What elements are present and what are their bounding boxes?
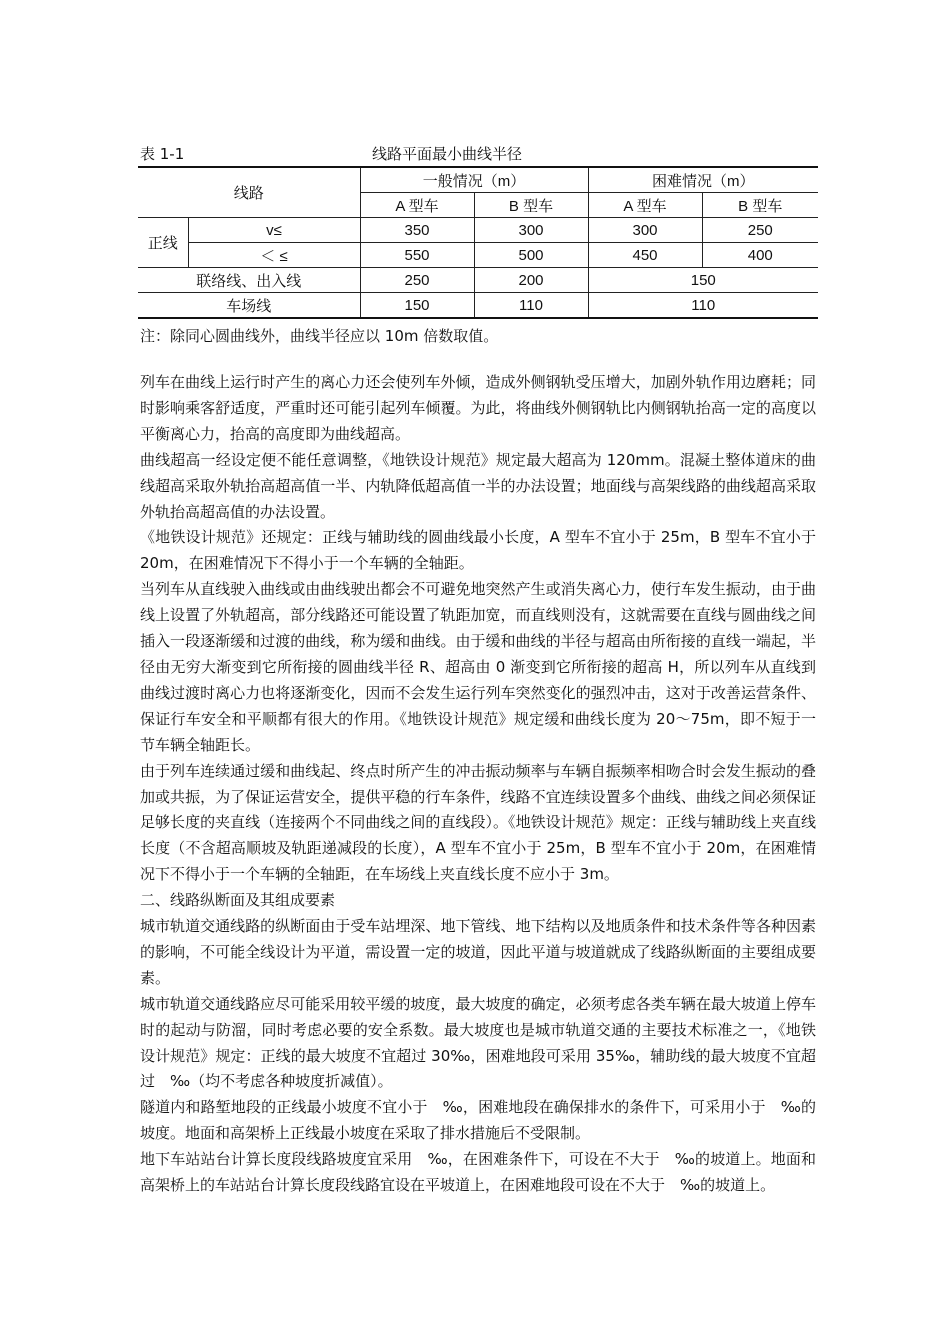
table-cell: 350 — [360, 218, 474, 243]
table-row — [138, 218, 818, 243]
curve-radius-table — [138, 166, 818, 319]
table-cell: 550 — [360, 243, 474, 268]
table-cell: 150 — [360, 293, 474, 319]
table-header-row — [138, 167, 818, 193]
table-cell: 400 — [702, 243, 818, 268]
table-row — [138, 243, 818, 268]
table-note: 注：除同心圆曲线外，曲线半径应以 10m 倍数取值。 — [140, 327, 499, 345]
paragraph: 城市轨道交通线路的纵断面由于受车站埋深、地下管线、地下结构以及地质条件和技术条件等各种因素的影响，不可能全线设计为平道，需设置一定的坡道，因此平道与坡道就成了线路纵断面的主要组成要素。 — [140, 917, 816, 987]
table-cell: 300 — [588, 218, 702, 243]
table-cell: 250 — [360, 268, 474, 293]
paragraph: 曲线超高一经设定便不能任意调整，《地铁设计规范》规定最大超高为 120mm。混凝土整体道床的曲线超高采取外轨抬高超高值一半、内轨降低超高值一半的办法设置；地面线与高架线路的曲线超高采取外轨抬高超高值的办法设置。 — [140, 450, 816, 521]
general-header: 一般情况（m） — [360, 167, 588, 193]
body-text — [140, 370, 816, 1199]
main-line-label: 正线 — [138, 218, 188, 268]
section-heading: 二、线路纵断面及其组成要素 — [140, 891, 336, 910]
paragraph: 列车在曲线上运行时产生的离心力还会使列车外倾，造成外侧钢轨受压增大，加剧外轨作用边磨耗；同时影响乘客舒适度，严重时还可能引起列车倾覆。为此，将曲线外侧钢轨比内侧钢轨抬高一定的高度以平衡离心力，抬高的高度即为曲线超高。 — [140, 373, 816, 443]
table-caption — [140, 141, 820, 167]
difficult-b-car-header: B 型车 — [702, 193, 818, 218]
table-row — [138, 268, 818, 293]
depot-line-label: 车场线 — [138, 293, 360, 319]
paragraph: 地下车站站台计算长度段线路坡度宜采用 ‰，在困难条件下，可设在不大于 ‰的坡道上。地面和高架桥上的车站站台计算长度段线路宜设在平坡道上，在困难地段可设在不大于 ‰的坡道上。 — [140, 1150, 816, 1195]
liaison-line-label: 联络线、出入线 — [138, 268, 360, 293]
table-title: 线路平面最小曲线半径 — [372, 145, 523, 163]
general-b-car-header: B 型车 — [474, 193, 588, 218]
paragraph: 《地铁设计规范》还规定：正线与辅助线的圆曲线最小长度，A 型车不宜小于 25m，B 型车不宜小于 20m，在困难情况下不得小于一个车辆的全轴距。 — [140, 528, 816, 573]
table-cell: 500 — [474, 243, 588, 268]
table-cell: 450 — [588, 243, 702, 268]
route-header: 线路 — [138, 167, 360, 218]
difficult-header: 困难情况（m） — [588, 167, 818, 193]
table-row — [138, 293, 818, 319]
table-cell: 110 — [588, 293, 818, 319]
paragraph: 当列车从直线驶入曲线或由曲线驶出都会不可避免地突然产生或消失离心力，使行车发生振动，由于曲线上设置了外轨超高，部分线路还可能设置了轨距加宽，而直线则没有，这就需要在直线与圆曲线之间插入一段逐渐缓和过渡的曲线，称为缓和曲线。由于缓和曲线的半径与超高由所衔接的直线一端起，半径由无穷大渐变到它所衔接的圆曲线半径 R、超高由 0 渐变到它所衔接的超高 H，所以列车从直线到曲线过渡时离心力也将逐渐变化，因而不会发生运行列车突然变化的强烈冲击，这对于改善运营条件、保证行车安全和平顺都有很大的作用。《地铁设计规范》规定缓和曲线长度为 20～75m，即不短于一节车辆全轴距长。 — [140, 580, 816, 754]
speed-range-label: v≤ — [188, 218, 360, 243]
table-cell: 250 — [702, 218, 818, 243]
general-a-car-header: A 型车 — [360, 193, 474, 218]
speed-range-label: ＜ ≤ — [188, 243, 360, 268]
paragraph: 由于列车连续通过缓和曲线起、终点时所产生的冲击振动频率与车辆自振频率相吻合时会发生振动的叠加或共振，为了保证运营安全，提供平稳的行车条件，线路不宜连续设置多个曲线、曲线之间必须保证足够长度的夹直线（连接两个不同曲线之间的直线段）。《地铁设计规范》规定：正线与辅助线上夹直线长度（不含超高顺坡及轨距递减段的长度），A 型车不宜小于 25m，B 型车不宜小于 20m，在困难情况下不得小于一个车辆的全轴距，在车场线上夹直线长度不应小于 3m。 — [140, 761, 816, 884]
table-cell: 300 — [474, 218, 588, 243]
table-cell: 150 — [588, 268, 818, 293]
difficult-a-car-header: A 型车 — [588, 193, 702, 218]
paragraph: 城市轨道交通线路应尽可能采用较平缓的坡度，最大坡度的确定，必须考虑各类车辆在最大坡道上停车时的起动与防溜，同时考虑必要的安全系数。最大坡度也是城市轨道交通的主要技术标准之一，《地铁设计规范》规定：正线的最大坡度不宜超过 30‰，困难地段可采用 35‰，辅助线的最大坡度不宜超过 ‰（均不考虑各种坡度折减值）。 — [140, 994, 816, 1091]
table-cell: 200 — [474, 268, 588, 293]
table-cell: 110 — [474, 293, 588, 319]
table-number: 表 1-1 — [140, 145, 185, 163]
paragraph: 隧道内和路堑地段的正线最小坡度不宜小于 ‰，困难地段在确保排水的条件下，可采用小于 ‰的坡度。地面和高架桥上正线最小坡度在采取了排水措施后不受限制。 — [140, 1098, 816, 1143]
